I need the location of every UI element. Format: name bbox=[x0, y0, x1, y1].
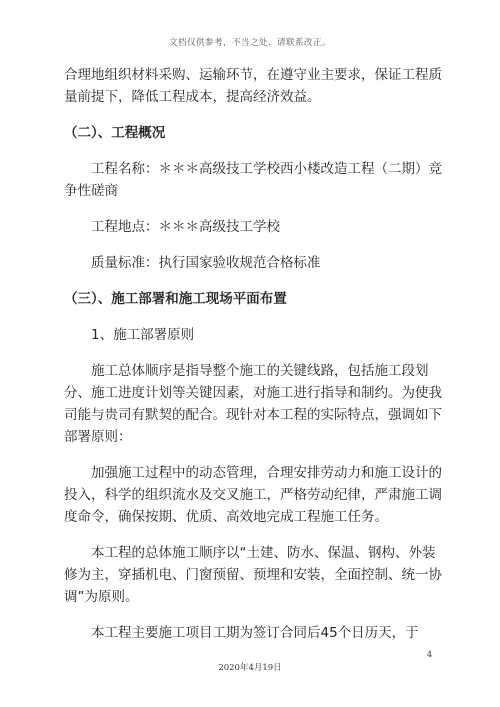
paragraph-intro: 合理地组织材料采购、运输环节，在遵守业主要求，保证工程质量前提下，降低工程成本，提高经济效益。 bbox=[64, 67, 442, 105]
header-note: 文档仅供参考，不当之处，请联系改正。 bbox=[168, 38, 331, 48]
document-body bbox=[64, 64, 444, 644]
footer-date: 2020年4月19日 bbox=[218, 663, 282, 673]
quality-standard: 质量标准：执行国家验收规范合格标准 bbox=[91, 255, 321, 271]
paragraph-order: 本工程的总体施工顺序以“土建、防水、保温、钢构、外装修为主，穿插机电、门窗预留、预埋和安装，全面控制、统一协调”为原则。 bbox=[64, 545, 442, 605]
paragraph-management: 加强施工过程中的动态管理，合理安排劳动力和施工设计的投入，科学的组织流水及交叉施工，严格劳动纪律，严肃施工调度命令，确保按期、优质、高效地完成工程施工任务。 bbox=[64, 465, 442, 525]
project-name: 工程名称：＊＊＊高级技工学校西小楼改造工程（二期）竞争性磋商 bbox=[64, 161, 442, 199]
section-heading-overview: （二）、工程概况 bbox=[64, 125, 166, 141]
page-number: 4 bbox=[427, 650, 433, 659]
paragraph-sequence: 施工总体顺序是指导整个施工的关键线路，包括施工段划分、施工进度计划等关键因素，对施工进行指导和制约。为使我司能与贵司有默契的配合。现针对本工程的实际特点，强调如下部署原则： bbox=[64, 363, 442, 445]
project-location: 工程地点：＊＊＊高级技工学校 bbox=[91, 219, 280, 235]
subsection-heading-principles: 1、施工部署原则 bbox=[91, 327, 195, 343]
section-heading-deployment: （三）、施工部署和施工现场平面布置 bbox=[64, 291, 287, 307]
paragraph-schedule: 本工程主要施工项目工期为签订合同后45个日历天，于 bbox=[91, 625, 419, 641]
